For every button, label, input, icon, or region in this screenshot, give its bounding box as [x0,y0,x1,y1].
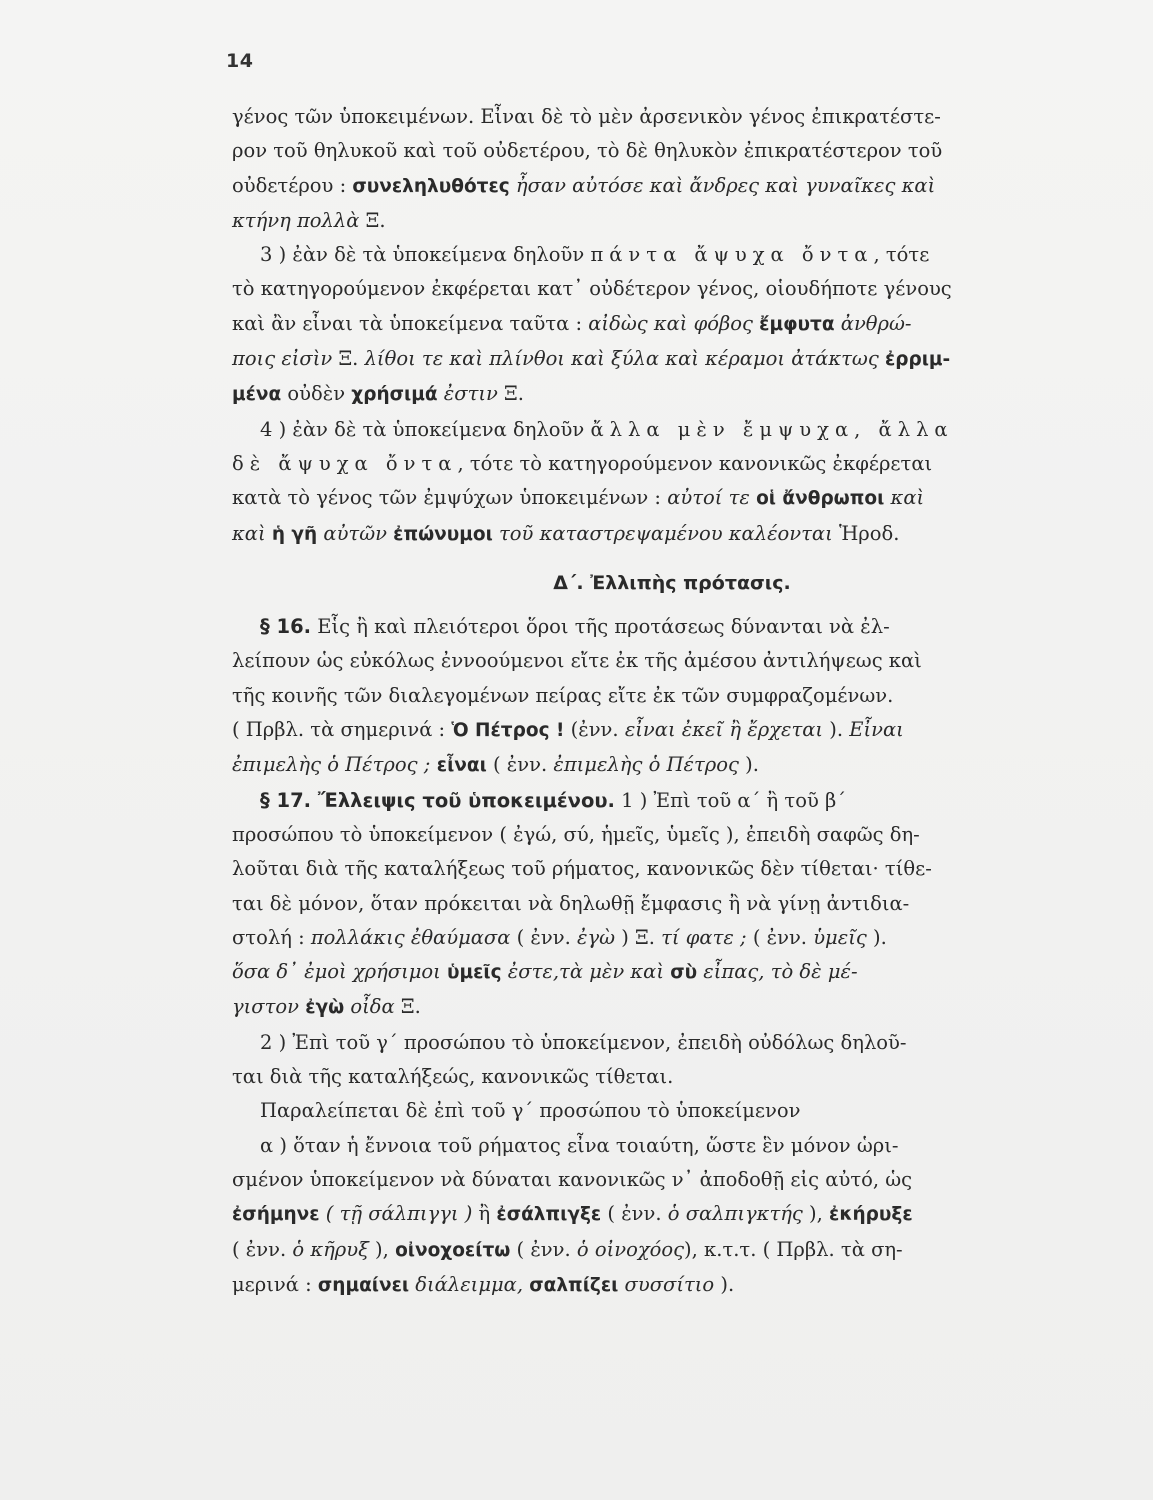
bold-term: σαλπίζει [529,1274,619,1296]
bold-term: ἐρριμ- [884,349,951,371]
text-span: ). [823,718,850,742]
bold-term: σημαίνει [317,1274,410,1296]
text-span: ( ἐνν. [510,925,577,949]
text-span: στολή : [232,925,311,949]
text-span: μερινά : [232,1272,318,1296]
section-heading: Δ΄. Ἐλλιπὴς πρότασις. [553,571,791,594]
bold-term: ἐγὼ [305,997,345,1019]
paragraph-omission [232,1094,1072,1128]
example-text: ἐπιμελὴς ὁ Πέτρος [553,753,739,777]
example-text: τί φατε ; [661,925,747,949]
example-text: καὶ [232,521,272,545]
example-text: ἐστιν [437,382,498,406]
section-number: § 16. [260,615,312,639]
example-text: λίθοι τε καὶ πλίνθοι καὶ ξύλα καὶ κέραμοι ἀτάκτως [364,347,885,371]
example-text: ὁ οἰνοχόος [576,1237,685,1261]
text-span: ( ἐνν. [486,753,554,777]
bold-term: ὑμεῖς [447,962,502,984]
example-text: ποις εἰσὶν [232,347,333,371]
example-text: τοῦ καταστρεψαμένου καλέονται [492,521,833,545]
example-text: Εἶναι [849,718,904,742]
body-text [232,100,1072,1303]
text-span: ), κ.τ.τ. ( Πρβλ. τὰ ση- [684,1237,903,1261]
text-line: τῆς κοινῆς τῶν διαλεγομένων πείρας εἴτε ἐκ τῶν συμφραζομένων. [232,683,894,707]
paragraph-section-17 [232,784,1072,1026]
text-span: ). [714,1272,735,1296]
text-line: λείπουν ὡς εὐκόλως ἐννοούμενοι εἴτε ἐκ τῆς ἀμέσου ἀντιλήψεως καὶ [232,649,922,673]
example-text: ὁ κῆρυξ [292,1237,369,1261]
text-line: σμένον ὑποκείμενον νὰ δύναται κανονικῶς ν᾿ ἀποδοθῇ εἰς αὐτό, ὡς [232,1167,913,1191]
bold-term: χρήσιμά [351,384,438,406]
text-span: ( ἐνν. [510,1237,577,1261]
example-text: ἐγὼ [576,925,616,949]
paragraph-third-person [232,1026,1072,1095]
example-text: κτήνη πολλὰ [232,208,360,232]
text-line: ται διὰ τῆς καταλήξεώς, κανονικῶς τίθεται. [232,1065,674,1089]
text-span: Ξ. [497,382,524,406]
text-span: ). [866,925,887,949]
spaced-term: πάντα ἄψυχα ὄντα [590,243,874,267]
example-text: αἰδὼς καὶ φόβος [588,311,760,335]
text-span: Ξ. [359,208,386,232]
bold-term: οἰνοχοείτω [395,1239,511,1261]
bold-term: ἐπώνυμοι [393,523,493,545]
text-line: γένος τῶν ὑποκειμένων. Εἶναι δὲ τὸ μὲν ἀρσενικὸν γένος ἐπικρατέστε- [232,105,941,128]
text-span: Ἡροδ. [832,521,900,545]
text-span: Εἷς ἢ καὶ πλειότεροι ὅροι τῆς προτάσεως δύνανται νὰ ἐλ- [311,615,890,639]
text-span: ), [802,1202,830,1226]
paragraph-case-a [232,1129,1072,1303]
text-line: λοῦται διὰ τῆς καταλήξεως τοῦ ρήματος, κανονικῶς δὲν τίθεται· τίθε- [232,857,932,881]
paragraph-gender-agreement [232,100,1072,238]
spaced-term: ἄλλα μὲν ἔμψυχα, ἄλλα [590,417,954,441]
example-text: συσσίτιο [618,1272,715,1296]
bold-term: ἐσήμηνε [232,1204,320,1226]
text-line: προσώπου τὸ ὑποκείμενον ( ἐγώ, σύ, ἡμεῖς, ὑμεῖς ), ἐπειδὴ σαφῶς δη- [232,822,920,846]
text-span: 4 ) ἐὰν δὲ τὰ ὑποκείμενα δηλοῦν [260,417,591,441]
bold-term: ἐσάλπιγξε [496,1204,602,1226]
text-span: ( Πρβλ. τὰ σημερινά : [232,718,452,742]
bold-term: ἔμφυτα [759,313,835,335]
bold-term: ἐκήρυξε [829,1204,913,1226]
example-text: ( τῇ σάλπιγγι ) [319,1202,473,1226]
text-line: Παραλείπεται δὲ ἐπὶ τοῦ γ΄ προσώπου τὸ ὑποκείμενον [260,1099,801,1123]
example-text: εἶναι ἐκεῖ ἢ ἔρχεται [624,718,824,742]
example-text: αὐτοί τε [667,486,757,510]
text-line: τὸ κατηγορούμενον ἐκφέρεται κατ᾿ οὐδέτερον γένος, οἱουδήποτε γένους [232,277,952,301]
text-line: α ) ὅταν ἡ ἔννοια τοῦ ρήματος εἶνα τοιαύτη, ὥστε ἓν μόνον ὡρι- [260,1133,899,1157]
bold-term: οἱ ἄνθρωποι [756,488,885,510]
bold-term: εἶναι [430,755,487,777]
spaced-term: δὲ ἄψυχα ὄντα [232,451,458,475]
text-span: ( ἐνν. [232,1237,293,1261]
page-number: 14 [226,50,254,72]
example-text: ἀνθρώ- [834,311,912,335]
bold-term: συνεληλυθότες [352,175,510,197]
bold-term: σὺ [670,962,698,984]
section-number: § 17. Ἔλλειψις τοῦ ὑποκειμένου. [260,788,615,812]
example-text: ἦσαν αὐτόσε καὶ ἄνδρες καὶ γυναῖκες καὶ [509,173,936,197]
paragraph-rule-3 [232,238,1072,412]
text-span: 1 ) Ἐπὶ τοῦ α΄ ἢ τοῦ β΄ [614,788,847,812]
text-span: (ἐνν. [564,718,625,742]
bold-term: μένα [232,384,282,406]
example-text: ἐπιμελὴς ὁ Πέτρος ; [232,753,431,777]
text-span: οὐδετέρου : [232,173,353,197]
text-line: ται δὲ μόνον, ὅταν πρόκειται νὰ δηλωθῇ ἔμφασις ἢ νὰ γίνῃ ἀντιδια- [232,891,910,915]
example-text: καὶ [884,486,925,510]
text-span: , τότε [873,243,930,267]
bold-term: ἡ γῆ [271,523,318,545]
example-text: ὅσα δ᾿ ἐμοὶ χρήσιμοι [232,960,448,984]
paragraph-section-16 [232,610,1072,783]
text-span: , τότε τὸ κατηγορούμενον κανονικῶς ἐκφέρεται [457,451,933,475]
example-text: οἶδα [344,995,395,1019]
example-text: ὁ σαλπιγκτής [667,1202,803,1226]
example-text: διάλειμμα, [409,1272,530,1296]
text-span: κατὰ τὸ γένος τῶν ἐμψύχων ὑποκειμένων : [232,486,668,510]
example-text: εἶπας, τὸ δὲ μέ- [697,960,858,984]
text-line: ρον τοῦ θηλυκοῦ καὶ τοῦ οὐδετέρου, τὸ δὲ θηλυκὸν ἐπικρατέστερον τοῦ [232,139,943,163]
text-line: 2 ) Ἐπὶ τοῦ γ΄ προσώπου τὸ ὑποκείμενον, ἐπειδὴ οὐδόλως δηλοῦ- [260,1030,907,1054]
text-span: Ξ. [394,995,421,1019]
text-span: Ξ. [332,347,365,371]
paragraph-rule-4 [232,413,1072,552]
example-text: ὑμεῖς [813,925,867,949]
text-span: καὶ ἂν εἶναι τὰ ὑποκείμενα ταῦτα : [232,311,589,335]
example-text: αὐτῶν [317,521,394,545]
text-span: ἢ [472,1202,497,1226]
text-span: ) Ξ. [615,925,662,949]
example-text: γιστον [232,995,306,1019]
text-span: οὐδὲν [281,382,352,406]
text-span: ( ἐνν. [746,925,814,949]
text-span: ( ἐνν. [601,1202,668,1226]
bold-term: Ὁ Πέτρος ! [451,720,565,742]
text-span: 3 ) ἐὰν δὲ τὰ ὑποκείμενα δηλοῦν [260,243,591,267]
text-span: ), [368,1237,396,1261]
text-span: ). [738,753,759,777]
example-text: ἐστε,τὰ μὲν καὶ [501,960,671,984]
example-text: πολλάκις ἐθαύμασα [310,925,511,949]
